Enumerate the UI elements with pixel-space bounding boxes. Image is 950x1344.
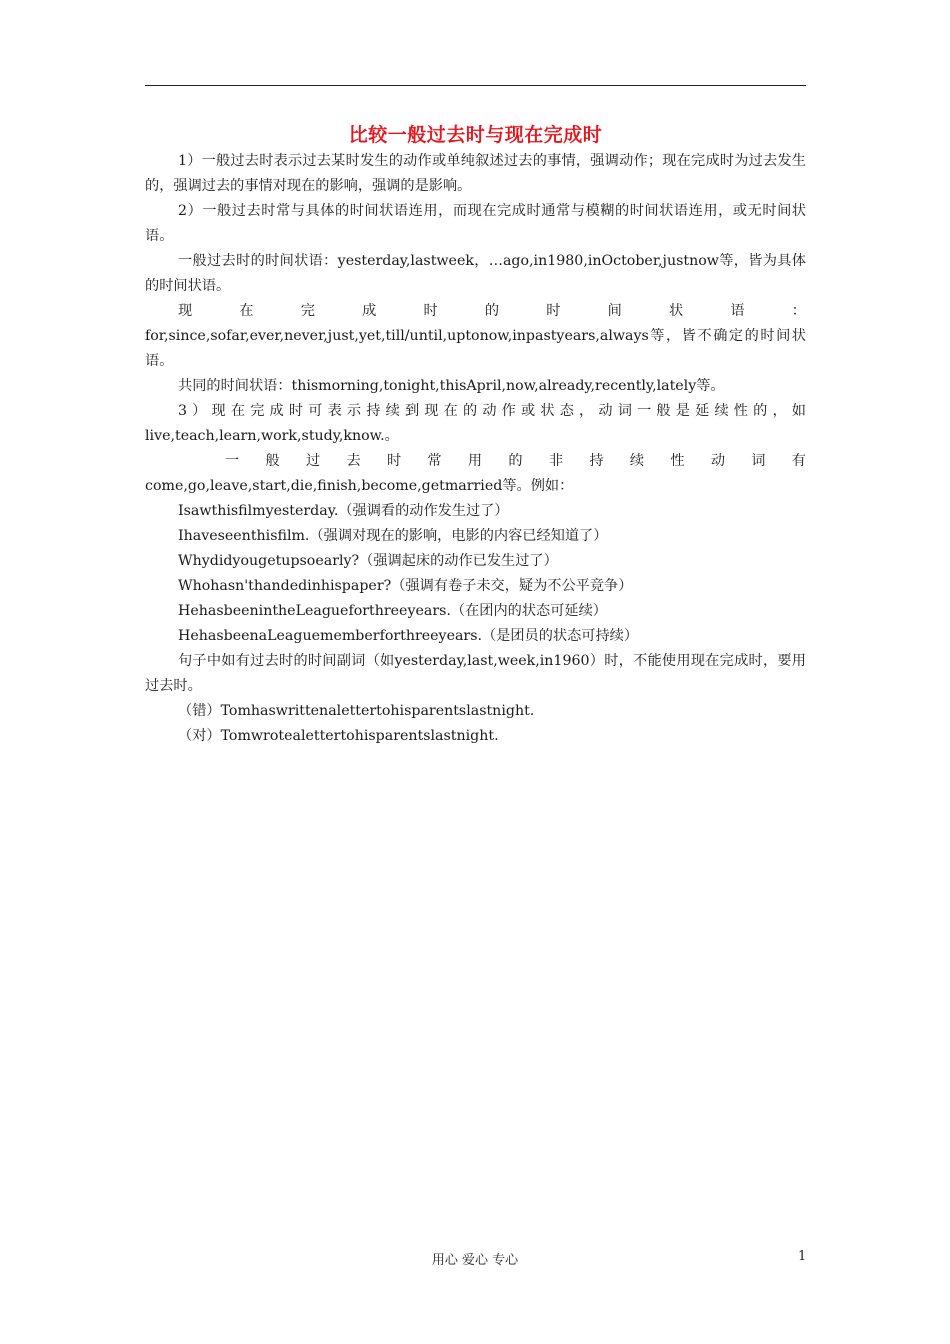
- paragraph: 2）一般过去时常与具体的时间状语连用，而现在完成时通常与模糊的时间状语连用，或无时间状语。: [145, 203, 806, 244]
- document-body: [145, 149, 806, 749]
- page-number: 1: [798, 1249, 807, 1264]
- example-sentence: Ihaveseenthisfilm.（强调对现在的影响，电影的内容已经知道了）: [178, 528, 608, 544]
- example-sentence: HehasbeenaLeaguememberforthreeyears.（是团员的状态可持续）: [178, 628, 639, 644]
- example-sentence: （错）Tomhaswrittenalettertohisparentslastnight.: [178, 703, 535, 719]
- example-sentence: HehasbeenintheLeagueforthreeyears.（在团内的状态可延续）: [178, 603, 607, 619]
- example-sentence: Isawthisfilmyesterday.（强调看的动作发生过了）: [178, 503, 509, 519]
- example-sentence: Whohasn'thandedinhispaper?（强调有卷子未交，疑为不公平竞争）: [178, 578, 633, 594]
- paragraph: 3）现在完成时可表示持续到现在的动作或状态，动词一般是延续性的，如live,teach,learn,work,study,know.。: [145, 403, 806, 444]
- paragraph: 1）一般过去时表示过去某时发生的动作或单纯叙述过去的事情，强调动作；现在完成时为过去发生的，强调过去的事情对现在的影响，强调的是影响。: [145, 153, 806, 194]
- paragraph: 一般过去时的时间状语：yesterday,lastweek，…ago,in1980,inOctober,justnow等，皆为具体的时间状语。: [145, 253, 806, 294]
- paragraph: 共同的时间状语：thismorning,tonight,thisApril,now,already,recently,lately等。: [178, 378, 725, 394]
- paragraph: 一般过去时常用的非持续性动词有: [225, 453, 806, 469]
- footer-motto: 用心 爱心 专心: [431, 1253, 519, 1268]
- example-sentence: （对）Tomwrotealettertohisparentslastnight.: [178, 728, 499, 744]
- example-sentence: Whydidyougetupsoearly?（强调起床的动作已发生过了）: [178, 553, 558, 569]
- paragraph: 句子中如有过去时的时间副词（如yesterday,last,week,in1960）时，不能使用现在完成时，要用过去时。: [145, 653, 806, 694]
- header-rule: [145, 85, 806, 86]
- document-title: 比较一般过去时与现在完成时: [348, 124, 603, 146]
- paragraph: 现在完成时的时间状语：for,since,sofar,ever,never,just,yet,till/until,uptonow,inpastyears,always等，皆不确定的时间状语。: [145, 303, 806, 369]
- paragraph: come,go,leave,start,die,finish,become,getmarried等。例如：: [145, 478, 574, 494]
